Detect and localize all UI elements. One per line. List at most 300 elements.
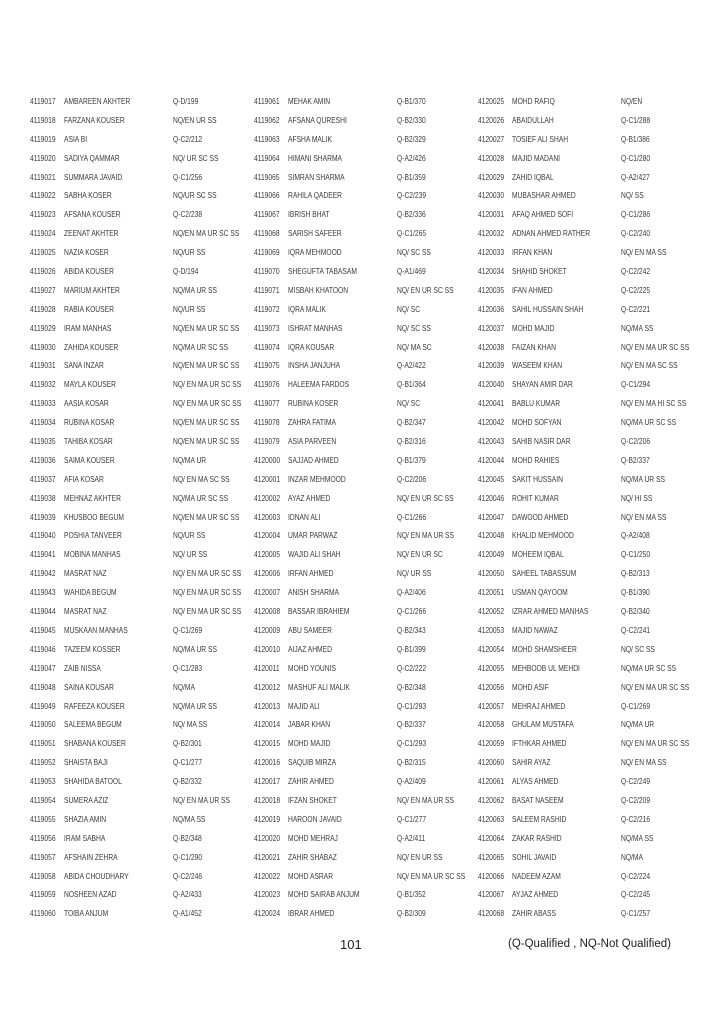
candidate-name: MEHNAZ AKHTER xyxy=(64,492,121,503)
result-status: Q-C2/206 xyxy=(621,436,651,447)
result-status: Q-C2/225 xyxy=(621,284,651,295)
roll-number: 4119018 xyxy=(30,114,56,125)
candidate-name: AYAZ AHMED xyxy=(288,492,331,503)
result-status: Q-C1/277 xyxy=(173,757,203,768)
candidate-name: RAFEEZA KOUSER xyxy=(64,700,125,711)
candidate-name: WAHIDA BEGUM xyxy=(64,587,117,598)
result-status: Q-C2/246 xyxy=(173,870,203,881)
result-status: Q-C2/224 xyxy=(621,870,651,881)
roll-number: 4119035 xyxy=(30,436,56,447)
candidate-name: SHAZIA AMIN xyxy=(64,813,107,824)
result-status: Q-C1/269 xyxy=(173,624,203,635)
result-status: Q-A2/406 xyxy=(397,587,426,598)
candidate-name: TOSIEF ALI SHAH xyxy=(512,133,569,144)
candidate-name: BABLU KUMAR xyxy=(512,398,561,409)
roll-number: 4120068 xyxy=(478,908,505,919)
roll-number: 4119025 xyxy=(30,247,56,258)
candidate-name: KHALID MEHMOOD xyxy=(512,530,574,541)
result-status: Q-C1/293 xyxy=(397,738,427,749)
result-status: Q-A1/452 xyxy=(173,908,202,919)
roll-number: 4120066 xyxy=(478,870,505,881)
candidate-name: MOHD ASRAR xyxy=(288,870,334,881)
candidate-name: MOHD SHAMSHEER xyxy=(512,643,577,654)
result-status: Q-B2/301 xyxy=(173,738,202,749)
roll-number: 4120036 xyxy=(478,303,505,314)
result-status: NQ/MA xyxy=(173,681,195,692)
roll-number: 4119021 xyxy=(30,171,56,182)
roll-number: 4120009 xyxy=(254,624,281,635)
result-status: NQ/ EN MA SS xyxy=(621,511,667,522)
candidate-name: MAJID ALI xyxy=(288,700,320,711)
result-status: NQ/MA SS xyxy=(621,832,654,843)
candidate-name: RUBINA KOSAR xyxy=(64,417,115,428)
result-status: NQ/ SC xyxy=(397,303,421,314)
result-status: Q-B1/352 xyxy=(397,889,426,900)
roll-number: 4120018 xyxy=(254,794,281,805)
candidate-name: IBRISH BHAT xyxy=(288,209,330,220)
candidate-name: MOHD SOFYAN xyxy=(512,417,562,428)
candidate-name: MASHUF ALI MALIK xyxy=(288,681,350,692)
result-status: Q-C1/257 xyxy=(621,908,651,919)
result-status: Q-C2/212 xyxy=(173,133,203,144)
roll-number: 4119062 xyxy=(254,114,280,125)
roll-number: 4120053 xyxy=(478,624,505,635)
roll-number: 4119076 xyxy=(254,379,280,390)
roll-number: 4119042 xyxy=(30,568,56,579)
roll-number: 4119067 xyxy=(254,209,280,220)
roll-number: 4119075 xyxy=(254,360,280,371)
roll-number: 4120041 xyxy=(478,398,505,409)
candidate-name: AFAQ AHMED SOFI xyxy=(512,209,574,220)
roll-number: 4119068 xyxy=(254,228,280,239)
result-status: NQ/MA SS xyxy=(621,322,654,333)
roll-number: 4119036 xyxy=(30,454,56,465)
candidate-name: MAJID MADANI xyxy=(512,152,561,163)
roll-number: 4120048 xyxy=(478,530,505,541)
roll-number: 4119070 xyxy=(254,266,280,277)
result-status: Q-B2/329 xyxy=(397,133,426,144)
result-status: NQ/MA UR SC SS xyxy=(173,341,229,352)
candidate-name: JABAR KHAN xyxy=(288,719,331,730)
result-status: NQ/ EN MA UR SC SS xyxy=(397,870,466,881)
candidate-name: ROHIT KUMAR xyxy=(512,492,559,503)
roll-number: 4120024 xyxy=(254,908,281,919)
roll-number: 4120045 xyxy=(478,473,505,484)
roll-number: 4119037 xyxy=(30,473,56,484)
candidate-name: SAQUIB MIRZA xyxy=(288,757,337,768)
result-status: NQ/EN MA UR SC SS xyxy=(173,322,240,333)
candidate-name: AFIA KOSAR xyxy=(64,473,104,484)
result-status: Q-C1/277 xyxy=(397,813,427,824)
candidate-name: SHAHIDA BATOOL xyxy=(64,776,122,787)
candidate-name: ZAKAR RASHID xyxy=(512,832,562,843)
candidate-name: SABHA KOSER xyxy=(64,190,112,201)
roll-number: 4119027 xyxy=(30,284,56,295)
candidate-name: MOHD RAFIQ xyxy=(512,96,555,106)
candidate-name: POSHIA TANVEER xyxy=(64,530,122,541)
result-status: NQ/ SC SS xyxy=(621,643,655,654)
result-status: NQ/ EN MA HI SC SS xyxy=(621,398,687,409)
roll-number: 4120046 xyxy=(478,492,505,503)
candidate-name: SAKIT HUSSAIN xyxy=(512,473,563,484)
candidate-name: MUBASHAR AHMED xyxy=(512,190,576,201)
result-status: NQ/EN MA UR SC SS xyxy=(173,511,240,522)
roll-number: 4119069 xyxy=(254,247,280,258)
result-status: Q-C1/266 xyxy=(397,606,427,617)
result-status: NQ/EN MA UR SC SS xyxy=(173,360,240,371)
candidate-name: ISHRAT MANHAS xyxy=(288,322,343,333)
result-status: NQ/ HI SS xyxy=(621,492,653,503)
roll-number: 4120013 xyxy=(254,700,281,711)
roll-number: 4120049 xyxy=(478,549,505,560)
roll-number: 4120005 xyxy=(254,549,281,560)
roll-number: 4119063 xyxy=(254,133,280,144)
result-status: NQ/MA UR SS xyxy=(173,643,217,654)
result-status: Q-B2/309 xyxy=(397,908,426,919)
result-status: NQ/EN xyxy=(621,96,643,106)
result-status: NQ/ EN MA UR SC SS xyxy=(173,606,242,617)
candidate-name: ADNAN AHMED RATHER xyxy=(512,228,591,239)
roll-number: 4120027 xyxy=(478,133,505,144)
result-status: NQ/ EN UR SC SS xyxy=(397,284,454,295)
roll-number: 4119041 xyxy=(30,549,56,560)
roll-number: 4120043 xyxy=(478,436,505,447)
candidate-name: ASIA BI xyxy=(64,133,88,144)
roll-number: 4120039 xyxy=(478,360,505,371)
candidate-name: RAHILA QADEER xyxy=(288,190,343,201)
roll-number: 4120022 xyxy=(254,870,281,881)
roll-number: 4120037 xyxy=(478,322,505,333)
roll-number: 4120059 xyxy=(478,738,505,749)
candidate-name: MEHRAJ AHMED xyxy=(512,700,566,711)
candidate-name: IFZAN SHOKET xyxy=(288,794,337,805)
result-status: NQ/MA xyxy=(621,851,643,862)
result-status: NQ/ EN MA UR SC SS xyxy=(173,379,242,390)
result-status: Q-C1/283 xyxy=(173,662,203,673)
roll-number: 4120038 xyxy=(478,341,505,352)
candidate-name: ABIDA CHOUDHARY xyxy=(64,870,129,881)
result-status: Q-A2/411 xyxy=(397,832,426,843)
result-legend: (Q-Qualified , NQ-Not Qualified) xyxy=(508,938,671,950)
result-status: NQ/ UR SS xyxy=(397,568,432,579)
result-status: NQ/MA UR SC SS xyxy=(621,417,677,428)
result-status: Q-C2/206 xyxy=(397,473,427,484)
candidate-name: SADIYA QAMMAR xyxy=(64,152,120,163)
candidate-name: MOHD YOUNIS xyxy=(288,662,336,673)
candidate-name: MAJID NAWAZ xyxy=(512,624,558,635)
candidate-name: WAJID ALI SHAH xyxy=(288,549,341,560)
candidate-name: DAWOOD AHMED xyxy=(512,511,569,522)
roll-number: 4119053 xyxy=(30,776,56,787)
candidate-name: MOBINA MANHAS xyxy=(64,549,121,560)
roll-number: 4120028 xyxy=(478,152,505,163)
result-status: NQ/ EN MA UR SS xyxy=(173,794,230,805)
roll-number: 4119059 xyxy=(30,889,56,900)
roll-number: 4119046 xyxy=(30,643,56,654)
result-status: NQ/ SC xyxy=(397,398,421,409)
candidate-name: MEHAK AMIN xyxy=(288,96,331,106)
roll-number: 4120044 xyxy=(478,454,505,465)
result-status: Q-D/199 xyxy=(173,96,199,106)
result-status: Q-B2/316 xyxy=(397,436,426,447)
roll-number: 4119071 xyxy=(254,284,280,295)
roll-number: 4119033 xyxy=(30,398,56,409)
result-status: Q-A1/469 xyxy=(397,266,426,277)
roll-number: 4119056 xyxy=(30,832,56,843)
roll-number: 4120004 xyxy=(254,530,281,541)
candidate-name: IRAM SABHA xyxy=(64,832,106,843)
candidate-name: SHAHID SHOKET xyxy=(512,266,567,277)
result-status: NQ/ MA SS xyxy=(173,719,208,730)
page-number: 101 xyxy=(340,937,362,952)
roll-number: 4119060 xyxy=(30,908,56,919)
result-status: NQ/ EN MA SC SS xyxy=(621,360,678,371)
roll-number: 4120034 xyxy=(478,266,505,277)
roll-number: 4119066 xyxy=(254,190,280,201)
result-status: NQ/EN UR SS xyxy=(173,114,217,125)
result-status: Q-B1/379 xyxy=(397,454,426,465)
candidate-name: USMAN QAYOOM xyxy=(512,587,568,598)
roll-number: 4119077 xyxy=(254,398,280,409)
result-status: Q-B1/359 xyxy=(397,171,426,182)
roll-number: 4120054 xyxy=(478,643,505,654)
result-status: Q-C2/222 xyxy=(397,662,427,673)
roll-number: 4119028 xyxy=(30,303,56,314)
result-status: NQ/ EN UR SS xyxy=(397,851,443,862)
roll-number: 4120042 xyxy=(478,417,505,428)
result-status: NQ/ UR SS xyxy=(173,549,208,560)
roll-number: 4119022 xyxy=(30,190,56,201)
candidate-name: IBRAR AHMED xyxy=(288,908,335,919)
candidate-name: ZAIB NISSA xyxy=(64,662,101,673)
roll-number: 4120008 xyxy=(254,606,281,617)
result-status: Q-B2/330 xyxy=(397,114,426,125)
roll-number: 4120061 xyxy=(478,776,505,787)
candidate-name: SHAISTA BAJI xyxy=(64,757,108,768)
candidate-name: NAZIA KOSER xyxy=(64,247,109,258)
result-status: NQ/ SC SS xyxy=(397,247,431,258)
roll-number: 4120030 xyxy=(478,190,505,201)
candidate-name: MASRAT NAZ xyxy=(64,606,107,617)
result-status: NQ/MA UR SC SS xyxy=(621,662,677,673)
result-status: Q-C1/286 xyxy=(621,209,651,220)
candidate-name: AFSHAIN ZEHRA xyxy=(64,851,118,862)
candidate-name: IQRA KOUSAR xyxy=(288,341,335,352)
roll-number: 4119017 xyxy=(30,96,56,106)
roll-number: 4119073 xyxy=(254,322,280,333)
roll-number: 4119048 xyxy=(30,681,56,692)
roll-number: 4120007 xyxy=(254,587,281,598)
roll-number: 4119023 xyxy=(30,209,56,220)
candidate-name: ZAHIR ABASS xyxy=(512,908,556,919)
candidate-name: SHABANA KOUSER xyxy=(64,738,126,749)
candidate-name: KHUSBOO BEGUM xyxy=(64,511,124,522)
result-status: Q-C2/209 xyxy=(621,794,651,805)
roll-number: 4120001 xyxy=(254,473,281,484)
candidate-name: IFAN AHMED xyxy=(512,284,553,295)
roll-number: 4120055 xyxy=(478,662,505,673)
roll-number: 4119079 xyxy=(254,436,280,447)
result-status: Q-B2/337 xyxy=(621,454,650,465)
candidate-name: SAHIB NASIR DAR xyxy=(512,436,571,447)
roll-number: 4120050 xyxy=(478,568,505,579)
roll-number: 4120052 xyxy=(478,606,505,617)
result-status: NQ/ EN MA UR SC SS xyxy=(621,341,690,352)
candidate-name: SAHIL HUSSAIN SHAH xyxy=(512,303,584,314)
roll-number: 4119072 xyxy=(254,303,280,314)
result-status: NQ/MA UR xyxy=(173,454,207,465)
roll-number: 4119029 xyxy=(30,322,56,333)
roll-number: 4120012 xyxy=(254,681,281,692)
candidate-name: SOHIL JAVAID xyxy=(512,851,557,862)
candidate-name: ANISH SHARMA xyxy=(288,587,340,598)
result-status: NQ/ MA SC xyxy=(397,341,432,352)
roll-number: 4120020 xyxy=(254,832,281,843)
result-status: NQ/UR SS xyxy=(173,247,206,258)
result-status: Q-B1/399 xyxy=(397,643,426,654)
result-status: NQ/ EN MA UR SC SS xyxy=(173,587,242,598)
result-status: Q-C2/249 xyxy=(621,776,651,787)
result-status: NQ/ EN MA UR SC SS xyxy=(621,681,690,692)
result-status: NQ/MA UR SS xyxy=(621,473,665,484)
roll-number: 4120035 xyxy=(478,284,505,295)
roll-number: 4120057 xyxy=(478,700,505,711)
roll-number: 4119050 xyxy=(30,719,56,730)
roll-number: 4120014 xyxy=(254,719,281,730)
candidate-name: MOHD MAJID xyxy=(288,738,331,749)
roll-number: 4119034 xyxy=(30,417,56,428)
candidate-name: UMAR PARWAZ xyxy=(288,530,338,541)
roll-number: 4120029 xyxy=(478,171,505,182)
candidate-name: GHULAM MUSTAFA xyxy=(512,719,574,730)
result-status: Q-C1/294 xyxy=(621,379,651,390)
roll-number: 4120016 xyxy=(254,757,281,768)
candidate-name: ALYAS AHMED xyxy=(512,776,559,787)
candidate-name: MUSKAAN MANHAS xyxy=(64,624,128,635)
candidate-name: MAYLA KOUSER xyxy=(64,379,117,390)
candidate-name: ASIA PARVEEN xyxy=(288,436,337,447)
candidate-name: INSHA JANJUHA xyxy=(288,360,341,371)
result-status: Q-A2/427 xyxy=(621,171,650,182)
result-status: Q-C2/238 xyxy=(173,209,203,220)
candidate-name: SUMMARA JAVAID xyxy=(64,171,123,182)
candidate-name: NOSHEEN AZAD xyxy=(64,889,117,900)
result-status: NQ/UR SS xyxy=(173,303,206,314)
roll-number: 4119051 xyxy=(30,738,56,749)
result-status: Q-B1/390 xyxy=(621,587,650,598)
result-status: Q-A2/408 xyxy=(621,530,650,541)
roll-number: 4119020 xyxy=(30,152,56,163)
result-status: NQ/MA UR SS xyxy=(173,284,217,295)
roll-number: 4120021 xyxy=(254,851,281,862)
candidate-name: IQRA MEHMOOD xyxy=(288,247,342,258)
result-status: Q-C2/216 xyxy=(621,813,651,824)
candidate-name: IFTHKAR AHMED xyxy=(512,738,567,749)
candidate-name: AYJAZ AHMED xyxy=(512,889,559,900)
roll-number: 4119054 xyxy=(30,794,56,805)
result-status: Q-C1/266 xyxy=(397,511,427,522)
candidate-name: AFSANA QURESHI xyxy=(288,114,347,125)
candidate-name: SALEEMA BEGUM xyxy=(64,719,122,730)
candidate-name: SANA INZAR xyxy=(64,360,104,371)
candidate-name: AFSHA MALIK xyxy=(288,133,332,144)
candidate-name: SAHIR AYAZ xyxy=(512,757,551,768)
roll-number: 4119031 xyxy=(30,360,56,371)
result-status: Q-C2/240 xyxy=(621,228,651,239)
result-status: NQ/UR SS xyxy=(173,530,206,541)
candidate-name: SAIMA KOUSER xyxy=(64,454,115,465)
candidate-name: MISBAH KHATOON xyxy=(288,284,349,295)
roll-number: 4120010 xyxy=(254,643,281,654)
roll-number: 4120033 xyxy=(478,247,505,258)
roll-number: 4120047 xyxy=(478,511,505,522)
result-status: NQ/EN MA UR SC SS xyxy=(173,228,240,239)
candidate-name: MOHD MEHRAJ xyxy=(288,832,338,843)
roll-number: 4120065 xyxy=(478,851,505,862)
candidate-name: IRAM MANHAS xyxy=(64,322,112,333)
result-status: Q-C1/288 xyxy=(621,114,651,125)
roll-number: 4120000 xyxy=(254,454,281,465)
candidate-name: SAHEEL TABASSUM xyxy=(512,568,577,579)
result-status: NQ/MA SS xyxy=(173,813,206,824)
candidate-name: BASSAR IBRAHIEM xyxy=(288,606,350,617)
candidate-name: ZAHID IQBAL xyxy=(512,171,554,182)
result-status: Q-B2/337 xyxy=(397,719,426,730)
candidate-name: ABU SAMEER xyxy=(288,624,332,635)
result-status: Q-D/194 xyxy=(173,266,199,277)
result-status: Q-B2/340 xyxy=(621,606,650,617)
result-status: Q-A2/409 xyxy=(397,776,426,787)
result-status: NQ/EN MA UR SC SS xyxy=(173,436,240,447)
result-status: NQ/ SS xyxy=(621,190,644,201)
roll-number: 4119019 xyxy=(30,133,56,144)
candidate-name: ZAHRA FATIMA xyxy=(288,417,336,428)
candidate-name: NADEEM AZAM xyxy=(512,870,561,881)
candidate-name: MOHD SAIRAB ANJUM xyxy=(288,889,360,900)
result-status: NQ/MA UR xyxy=(621,719,655,730)
roll-number: 4120064 xyxy=(478,832,505,843)
roll-number: 4119043 xyxy=(30,587,56,598)
roll-number: 4119032 xyxy=(30,379,56,390)
candidate-name: MARIUM AKHTER xyxy=(64,284,120,295)
candidate-name: AASIA KOSAR xyxy=(64,398,109,409)
candidate-name: ZAHIDA KOUSER xyxy=(64,341,119,352)
candidate-name: AIJAZ AHMED xyxy=(288,643,332,654)
result-status: NQ/ EN MA SS xyxy=(621,247,667,258)
candidate-name: HALEEMA FARDOS xyxy=(288,379,350,390)
result-status: NQ/ EN MA UR SS xyxy=(397,794,454,805)
result-status: Q-B2/343 xyxy=(397,624,426,635)
candidate-name: AMBAREEN AKHTER xyxy=(64,96,131,106)
result-status: NQ/ EN MA SC SS xyxy=(173,473,230,484)
result-status: Q-C2/241 xyxy=(621,624,651,635)
roll-number: 4119030 xyxy=(30,341,56,352)
result-status: Q-C1/250 xyxy=(621,549,651,560)
candidate-name: TAZEEM KOSSER xyxy=(64,643,121,654)
roll-number: 4119057 xyxy=(30,851,56,862)
candidate-name: SIMRAN SHARMA xyxy=(288,171,345,182)
candidate-name: IDNAN ALI xyxy=(288,511,321,522)
roll-number: 4120040 xyxy=(478,379,505,390)
result-status: Q-B2/332 xyxy=(173,776,202,787)
result-status: NQ/ EN MA UR SC SS xyxy=(621,738,690,749)
roll-number: 4120056 xyxy=(478,681,505,692)
roll-number: 4120067 xyxy=(478,889,505,900)
candidate-name: ZAHIR AHMED xyxy=(288,776,334,787)
result-status: Q-C1/280 xyxy=(621,152,651,163)
roll-number: 4119049 xyxy=(30,700,56,711)
result-status: NQ/ EN UR SC xyxy=(397,549,443,560)
